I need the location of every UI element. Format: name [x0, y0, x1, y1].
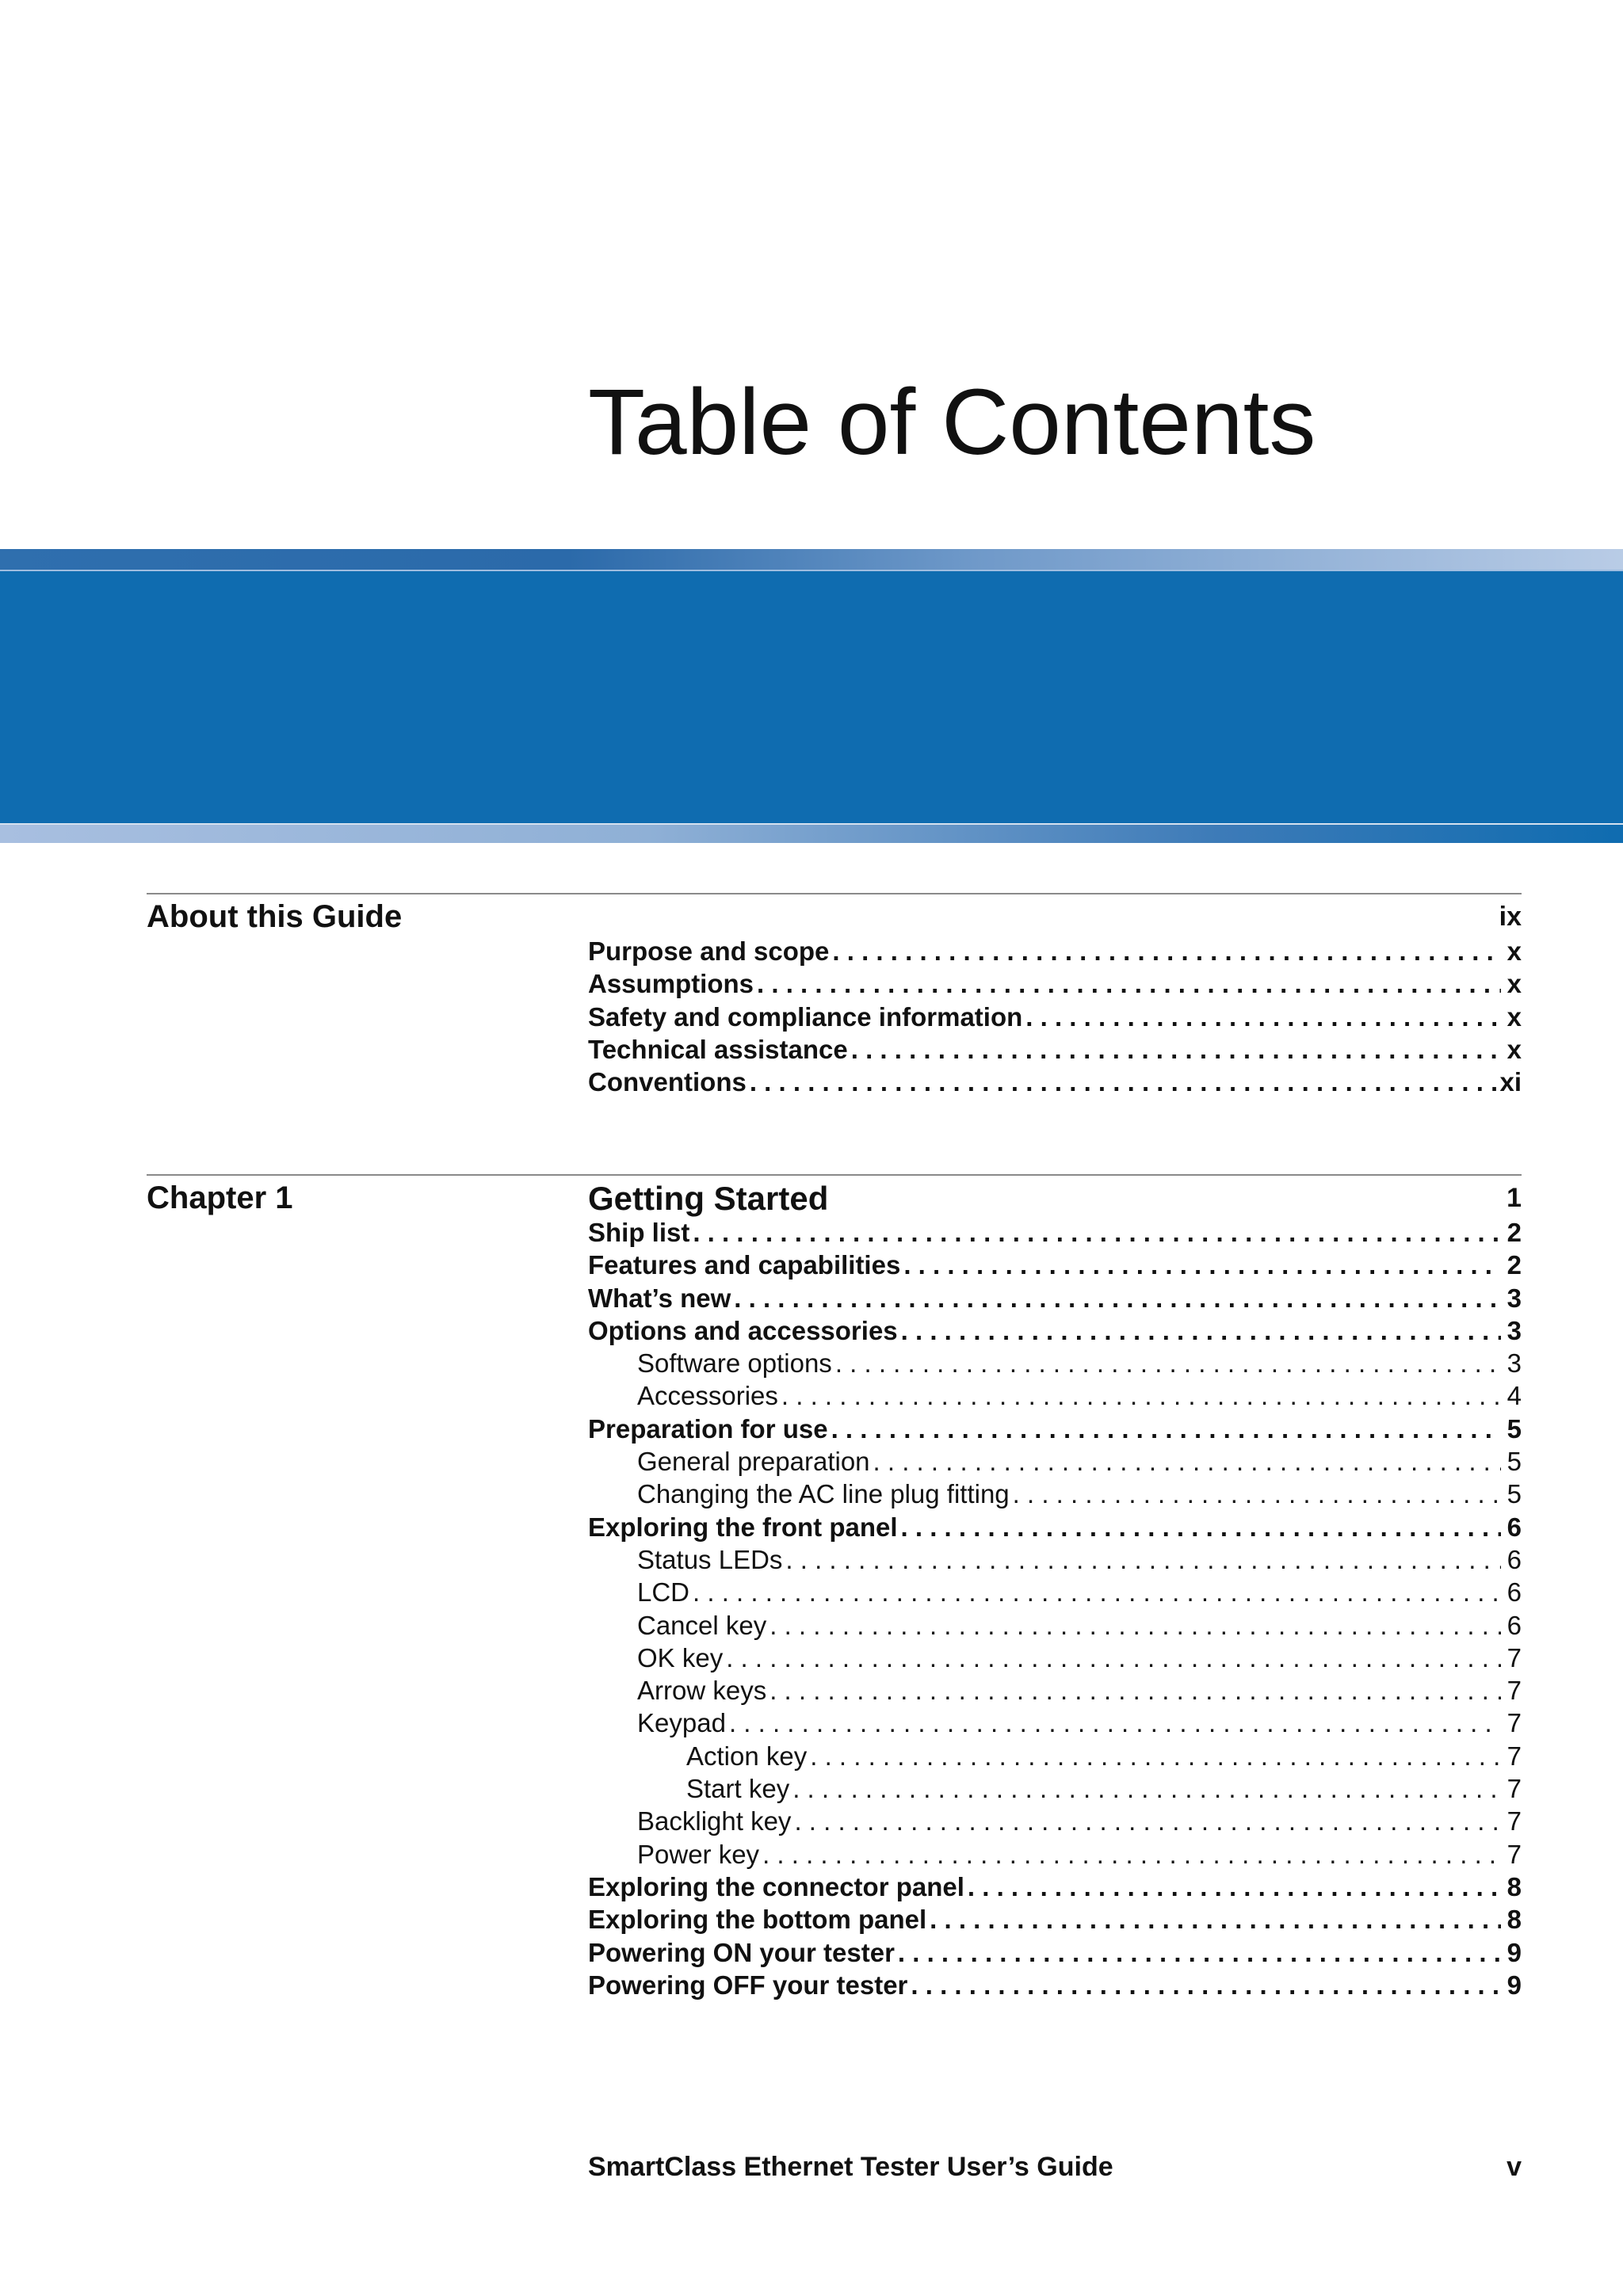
toc-entry-title: Cancel key	[637, 1610, 767, 1640]
dot-leader	[835, 1347, 1501, 1379]
toc-entry-page-number: 7	[1507, 1676, 1522, 1706]
toc-entry-title: General preparation	[637, 1447, 870, 1477]
toc-entry-title: LCD	[637, 1577, 690, 1608]
page-title: Table of Contents	[588, 370, 1316, 475]
toc-entry[interactable]	[588, 1609, 1522, 1642]
toc-entries	[588, 935, 1522, 1098]
dot-leader	[873, 1445, 1501, 1478]
toc-entry-page-number: 9	[1507, 1937, 1522, 1967]
toc-entry[interactable]	[588, 1033, 1522, 1066]
toc-entry-page-number: 5	[1507, 1413, 1522, 1444]
dot-leader	[1013, 1478, 1501, 1510]
toc-entry[interactable]	[588, 1707, 1522, 1739]
footer-title: SmartClass Ethernet Tester User’s Guide	[588, 2152, 1113, 2182]
toc-entry-page-number: 6	[1507, 1512, 1522, 1542]
toc-entry-page-number: 4	[1507, 1381, 1522, 1411]
toc-entry[interactable]	[588, 1066, 1522, 1098]
dot-leader	[693, 1216, 1501, 1249]
toc-entry-page-number: 2	[1507, 1250, 1522, 1280]
toc-entry-page-number: 3	[1507, 1315, 1522, 1345]
toc-entry-page-number: 8	[1507, 1905, 1522, 1935]
footer-page-number: v	[1507, 2152, 1522, 2182]
section-page-number: ix	[1499, 902, 1522, 932]
toc-section-heading[interactable]	[588, 1180, 1522, 1216]
toc-entry-title: Technical assistance	[588, 1034, 848, 1064]
dot-leader	[734, 1282, 1501, 1314]
toc-entry-title: Exploring the front panel	[588, 1512, 898, 1542]
toc-entry-page-number: 5	[1507, 1479, 1522, 1509]
toc-entry-title: Accessories	[637, 1381, 778, 1411]
toc-entry[interactable]	[588, 1674, 1522, 1707]
toc-entry-page-number: 2	[1507, 1218, 1522, 1247]
dot-leader	[1025, 1001, 1501, 1033]
toc-entry-title: Assumptions	[588, 969, 754, 999]
dot-leader	[832, 935, 1501, 967]
toc-section-heading[interactable]	[588, 899, 1522, 935]
toc-entry-page-number: 7	[1507, 1741, 1522, 1771]
toc-entry[interactable]	[588, 1445, 1522, 1478]
dot-leader	[750, 1066, 1497, 1098]
toc-entry[interactable]	[588, 1249, 1522, 1281]
header-band	[0, 571, 1623, 823]
dot-leader	[968, 1871, 1501, 1903]
section-page-number: 1	[1507, 1183, 1522, 1213]
section-label: Chapter 1	[147, 1180, 293, 1215]
header-band-bottom	[0, 825, 1623, 843]
toc-entry-title: Arrow keys	[637, 1676, 767, 1706]
toc-entry[interactable]	[588, 967, 1522, 1000]
dot-leader	[810, 1740, 1501, 1772]
dot-leader	[903, 1249, 1501, 1281]
dot-leader	[901, 1511, 1501, 1543]
toc-entry[interactable]	[588, 1314, 1522, 1347]
toc-entry-title: Status LEDs	[637, 1544, 783, 1574]
toc-entry-page-number: x	[1507, 936, 1522, 966]
dot-leader	[726, 1642, 1501, 1674]
toc-entry[interactable]	[588, 1805, 1522, 1837]
dot-leader	[757, 967, 1501, 1000]
toc-entry-page-number: 7	[1507, 1708, 1522, 1738]
toc-entry-title: Power key	[637, 1839, 760, 1869]
toc-entry[interactable]	[588, 1772, 1522, 1805]
toc-entry-page-number: x	[1507, 1001, 1522, 1032]
toc-entry[interactable]	[588, 1936, 1522, 1969]
toc-entry[interactable]	[588, 1511, 1522, 1543]
toc-entry-page-number: 7	[1507, 1839, 1522, 1869]
toc-list	[588, 899, 1522, 1098]
dot-leader	[769, 1609, 1501, 1642]
toc-entry-title: Exploring the connector panel	[588, 1871, 964, 1901]
toc-section-chapter-1	[147, 1174, 1522, 2000]
dot-leader	[901, 1314, 1501, 1347]
toc-entry[interactable]	[588, 1642, 1522, 1674]
dot-leader	[785, 1543, 1501, 1576]
toc-entry[interactable]	[588, 1838, 1522, 1871]
toc-entry-title: Powering ON your tester	[588, 1937, 895, 1967]
toc-entry-page-number: x	[1507, 969, 1522, 999]
toc-entry-title: Options and accessories	[588, 1315, 898, 1345]
toc-entry-title: OK key	[637, 1642, 724, 1672]
toc-entry-title: Exploring the bottom panel	[588, 1905, 927, 1935]
dot-leader	[851, 1033, 1501, 1066]
toc-entry-title: Features and capabilities	[588, 1250, 901, 1280]
toc-entry[interactable]	[588, 1543, 1522, 1576]
toc-entry[interactable]	[588, 1282, 1522, 1314]
section-heading: Getting Started	[588, 1180, 829, 1217]
dot-leader	[831, 1413, 1501, 1445]
dot-leader	[729, 1707, 1501, 1739]
toc-entry-page-number: 6	[1507, 1610, 1522, 1640]
toc-entry-page-number: 5	[1507, 1447, 1522, 1477]
toc-entry-page-number: xi	[1499, 1067, 1522, 1097]
toc-entry[interactable]	[588, 1347, 1522, 1379]
dot-leader	[693, 1576, 1501, 1608]
toc-entry[interactable]	[588, 1969, 1522, 2001]
toc-entry-title: Action key	[686, 1741, 808, 1771]
toc-entry-page-number: x	[1507, 1034, 1522, 1064]
toc-entry-title: Start key	[686, 1774, 790, 1804]
dot-leader	[794, 1805, 1501, 1837]
toc-entry[interactable]	[588, 1001, 1522, 1033]
toc-entry[interactable]	[588, 1216, 1522, 1249]
toc-entry-title: Powering OFF your tester	[588, 1970, 908, 2000]
toc-entry-title: Software options	[637, 1348, 832, 1379]
toc-entry-title: Preparation for use	[588, 1413, 828, 1444]
dot-leader	[762, 1838, 1501, 1871]
toc-entry-page-number: 7	[1507, 1642, 1522, 1672]
toc-entry-title: Changing the AC line plug fitting	[637, 1479, 1010, 1509]
dot-leader	[769, 1674, 1501, 1707]
toc-entry[interactable]	[588, 1871, 1522, 1903]
toc-entry-page-number: 6	[1507, 1544, 1522, 1574]
toc-entry[interactable]	[588, 1576, 1522, 1608]
toc-entry-page-number: 7	[1507, 1774, 1522, 1804]
section-label: About this Guide	[147, 899, 403, 934]
toc-entry-title: Ship list	[588, 1218, 690, 1247]
header-band-top	[0, 549, 1623, 570]
dot-leader	[898, 1936, 1501, 1969]
dot-leader	[911, 1969, 1501, 2001]
dot-leader	[792, 1772, 1501, 1805]
toc-entries	[588, 1216, 1522, 2001]
dot-leader	[781, 1379, 1501, 1412]
toc-entry-title: Safety and compliance information	[588, 1001, 1023, 1032]
toc-entry-title: Backlight key	[637, 1806, 792, 1836]
toc-entry-title: Purpose and scope	[588, 936, 830, 966]
toc-entry-page-number: 6	[1507, 1577, 1522, 1608]
toc-entry-page-number: 9	[1507, 1970, 1522, 2000]
toc-entry-page-number: 3	[1507, 1283, 1522, 1313]
toc-entry[interactable]	[588, 1740, 1522, 1772]
toc-entry-title: What’s new	[588, 1283, 731, 1313]
toc-section-about	[147, 893, 1522, 1097]
toc-entry-page-number: 8	[1507, 1871, 1522, 1901]
toc-entry-page-number: 7	[1507, 1806, 1522, 1836]
toc-entry[interactable]	[588, 1413, 1522, 1445]
toc-entry-title: Keypad	[637, 1708, 726, 1738]
dot-leader	[930, 1903, 1501, 1936]
toc-entry[interactable]	[588, 935, 1522, 967]
toc-entry[interactable]	[588, 1379, 1522, 1412]
toc-list	[588, 1180, 1522, 2001]
toc-entry[interactable]	[588, 1903, 1522, 1936]
toc-entry-title: Conventions	[588, 1067, 747, 1097]
toc-entry[interactable]	[588, 1478, 1522, 1510]
toc-entry-page-number: 3	[1507, 1348, 1522, 1379]
